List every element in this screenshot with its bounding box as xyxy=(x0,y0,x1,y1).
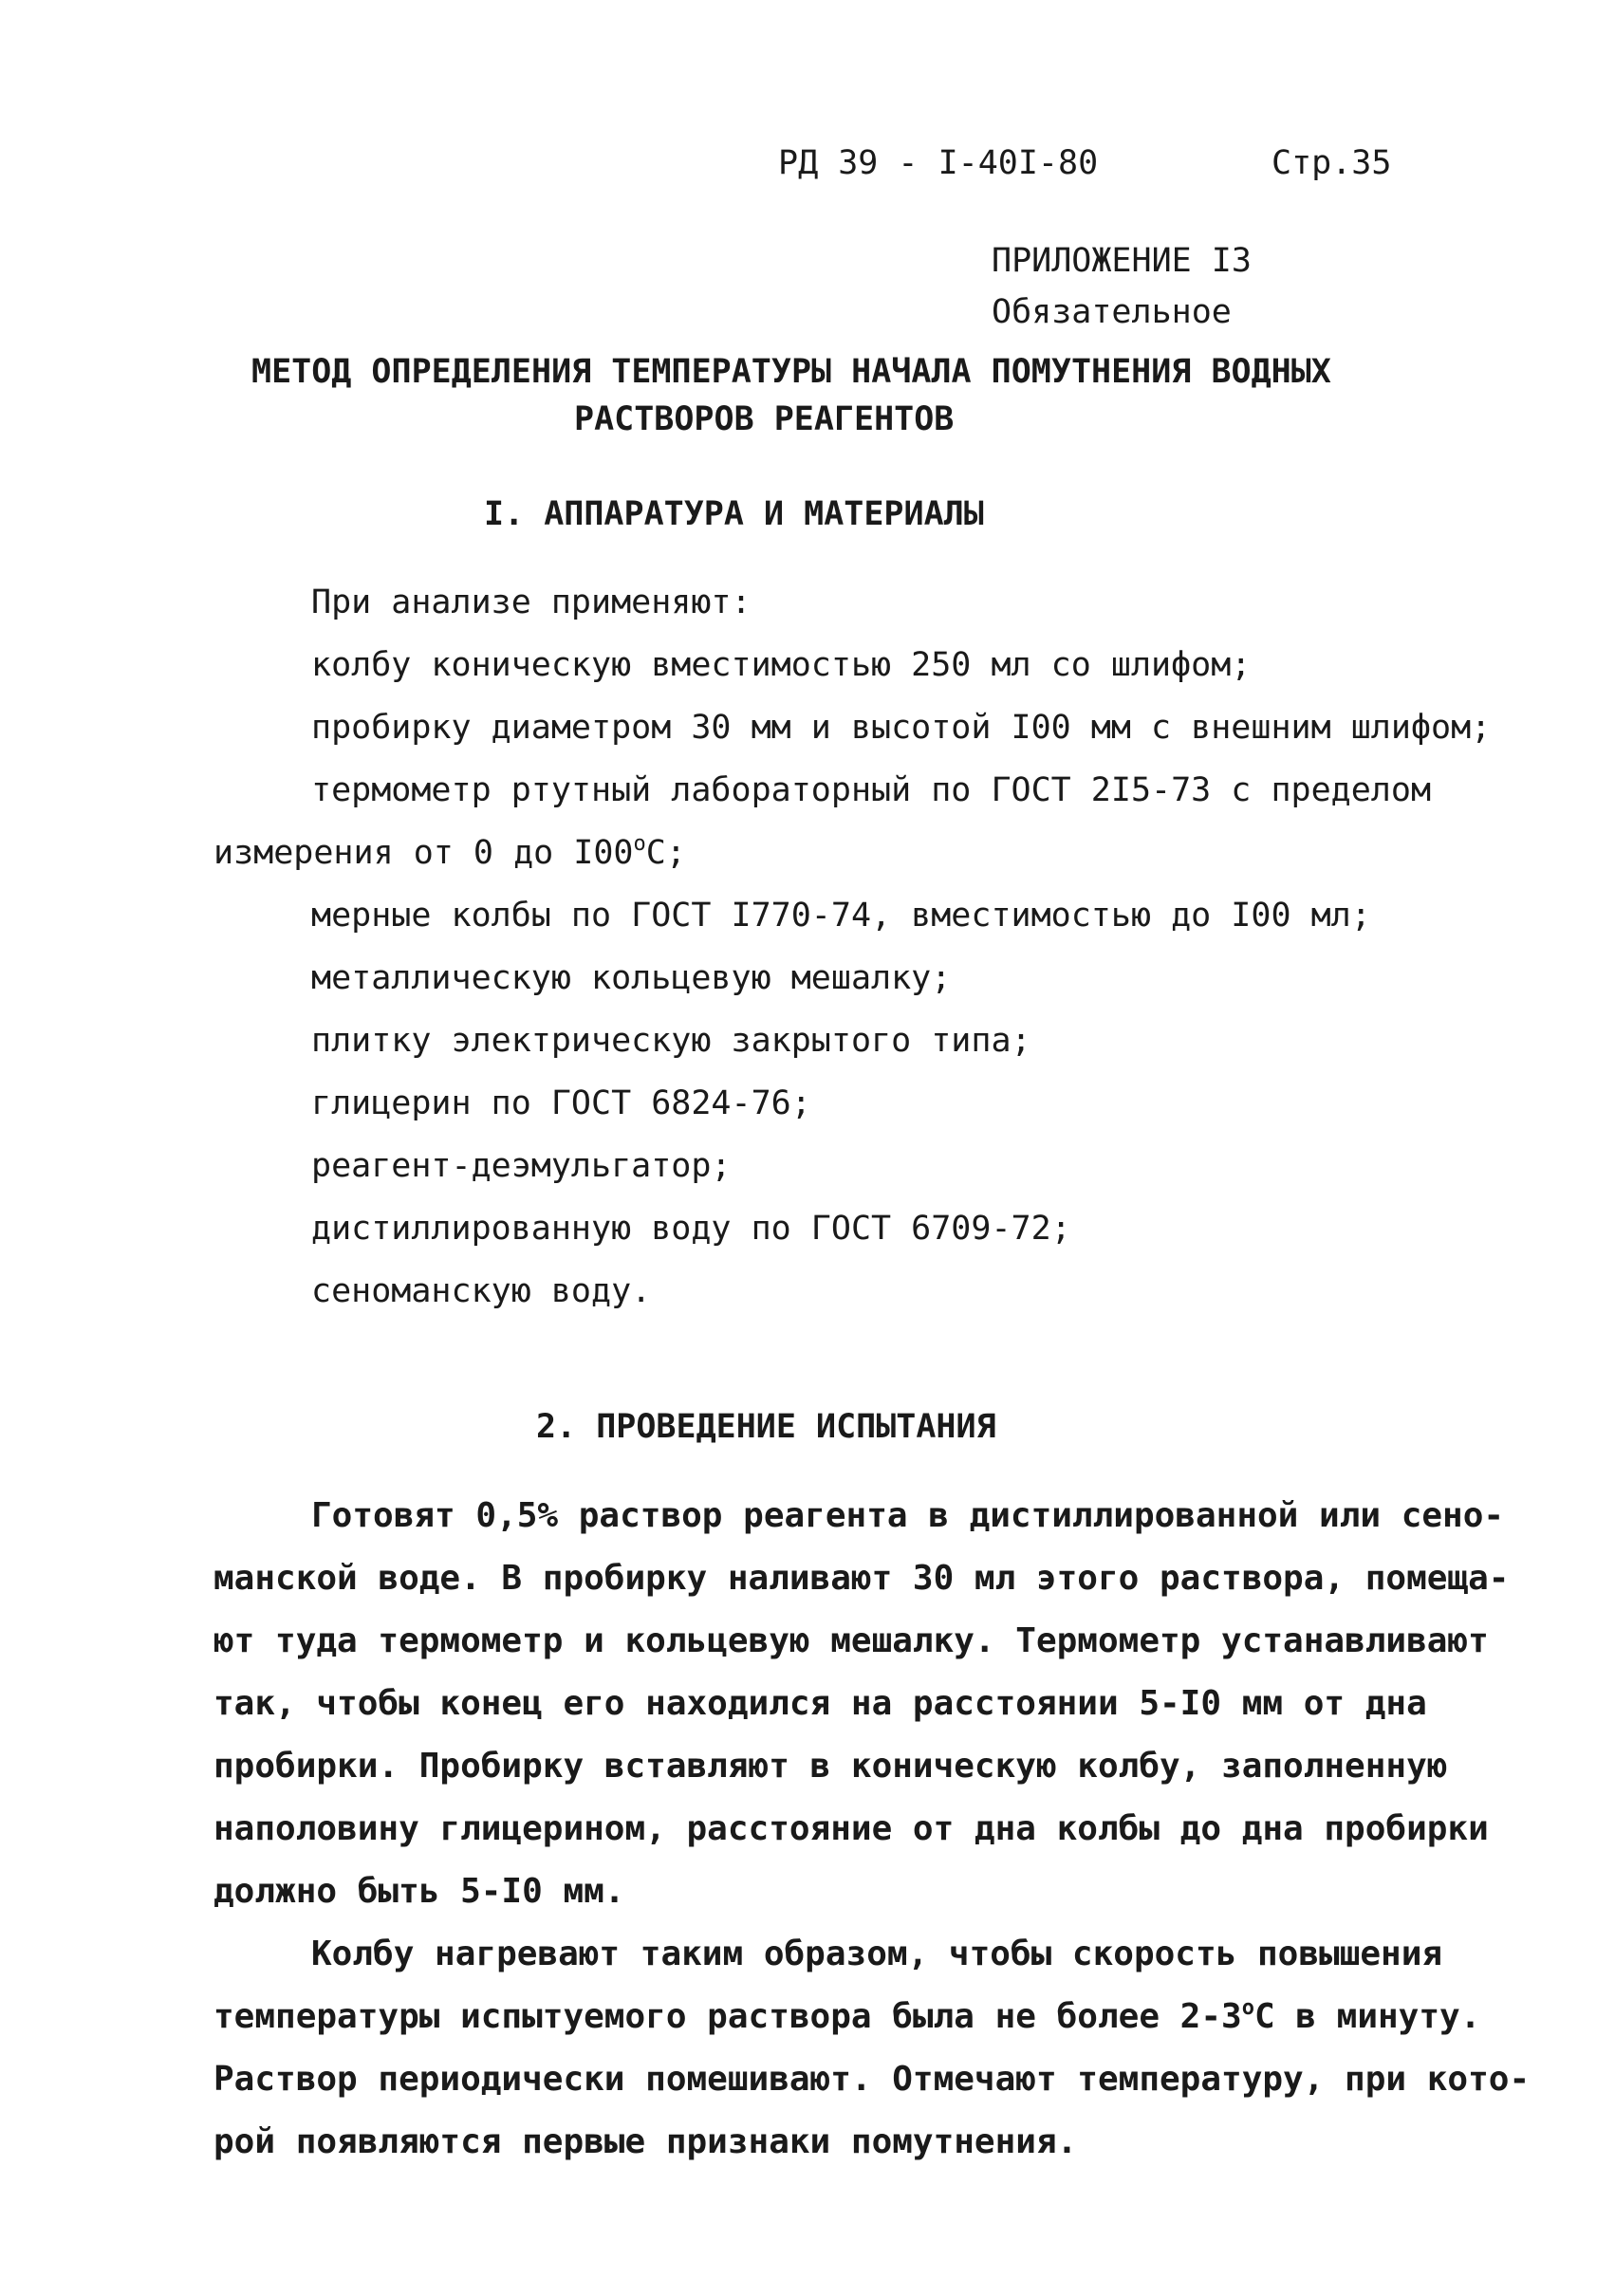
list-item: сеноманскую воду. xyxy=(311,1272,652,1310)
paragraph-line: Готовят 0,5% раствор реагента в дистиллированной или сено- xyxy=(311,1496,1505,1535)
degree-superscript: о xyxy=(1241,1996,1254,2020)
continuation-unit: С; xyxy=(645,834,686,872)
list-item: термометр ртутный лабораторный по ГОСТ 2I5-73 с пределом xyxy=(311,771,1432,809)
paragraph-text: С в минуту. xyxy=(1253,1997,1481,2036)
page-number: Стр.35 xyxy=(1272,144,1392,182)
document-code: РД 39 - I-40I-80 xyxy=(778,144,1099,182)
list-item: плитку электрическую закрытого типа; xyxy=(311,1022,1031,1060)
paragraph-line: пробирки. Пробирку вставляют в коническую колбу, заполненную xyxy=(213,1747,1448,1786)
document-title-line-2: РАСТВОРОВ РЕАГЕНТОВ xyxy=(574,400,955,438)
paragraph-line: должно быть 5-I0 мм. xyxy=(213,1872,625,1911)
paragraph-line: наполовину глицерином, расстояние от дна колбы до дна пробирки xyxy=(213,1809,1489,1848)
section-1-heading: I. АППАРАТУРА И МАТЕРИАЛЫ xyxy=(484,495,984,533)
materials-intro: При анализе применяют: xyxy=(311,583,752,621)
list-item: глицерин по ГОСТ 6824-76; xyxy=(311,1084,811,1122)
appendix-title: ПРИЛОЖЕНИЕ I3 xyxy=(992,242,1252,280)
list-item: мерные колбы по ГОСТ I770-74, вместимостью до I00 мл; xyxy=(311,897,1371,935)
degree-superscript: о xyxy=(633,832,646,856)
list-item: колбу коническую вместимостью 250 мл со шлифом; xyxy=(311,646,1252,684)
paragraph-line: рой появляются первые признаки помутнения. xyxy=(213,2122,1078,2161)
paragraph-line: Раствор периодически помешивают. Отмечают температуру, при кото- xyxy=(213,2060,1531,2099)
paragraph-line: манской воде. В пробирку наливают 30 мл этого раствора, помеща- xyxy=(213,1559,1510,1598)
paragraph-line: ют туда термометр и кольцевую мешалку. Термометр устанавливают xyxy=(213,1621,1489,1660)
section-2-heading: 2. ПРОВЕДЕНИЕ ИСПЫТАНИЯ xyxy=(536,1408,996,1446)
document-title-line-1: МЕТОД ОПРЕДЕЛЕНИЯ ТЕМПЕРАТУРЫ НАЧАЛА ПОМУТНЕНИЯ ВОДНЫХ xyxy=(251,353,1331,391)
appendix-type: Обязательное xyxy=(992,293,1232,331)
paragraph-text: температуры испытуемого раствора была не более 2-3 xyxy=(213,1997,1242,2036)
continuation-text: измерения от 0 до I00 xyxy=(213,834,634,872)
paragraph-line: так, чтобы конец его находился на расстоянии 5-I0 мм от дна xyxy=(213,1684,1427,1723)
list-item: пробирку диаметром 30 мм и высотой I00 мм с внешним шлифом; xyxy=(311,709,1492,747)
list-item-continuation xyxy=(213,832,686,874)
list-item: реагент-деэмульгатор; xyxy=(311,1147,732,1185)
paragraph-line xyxy=(213,1996,1480,2038)
paragraph-line: Колбу нагревают таким образом, чтобы скорость повышения xyxy=(311,1935,1443,1973)
list-item: дистиллированную воду по ГОСТ 6709-72; xyxy=(311,1210,1071,1248)
list-item: металлическую кольцевую мешалку; xyxy=(311,959,952,997)
